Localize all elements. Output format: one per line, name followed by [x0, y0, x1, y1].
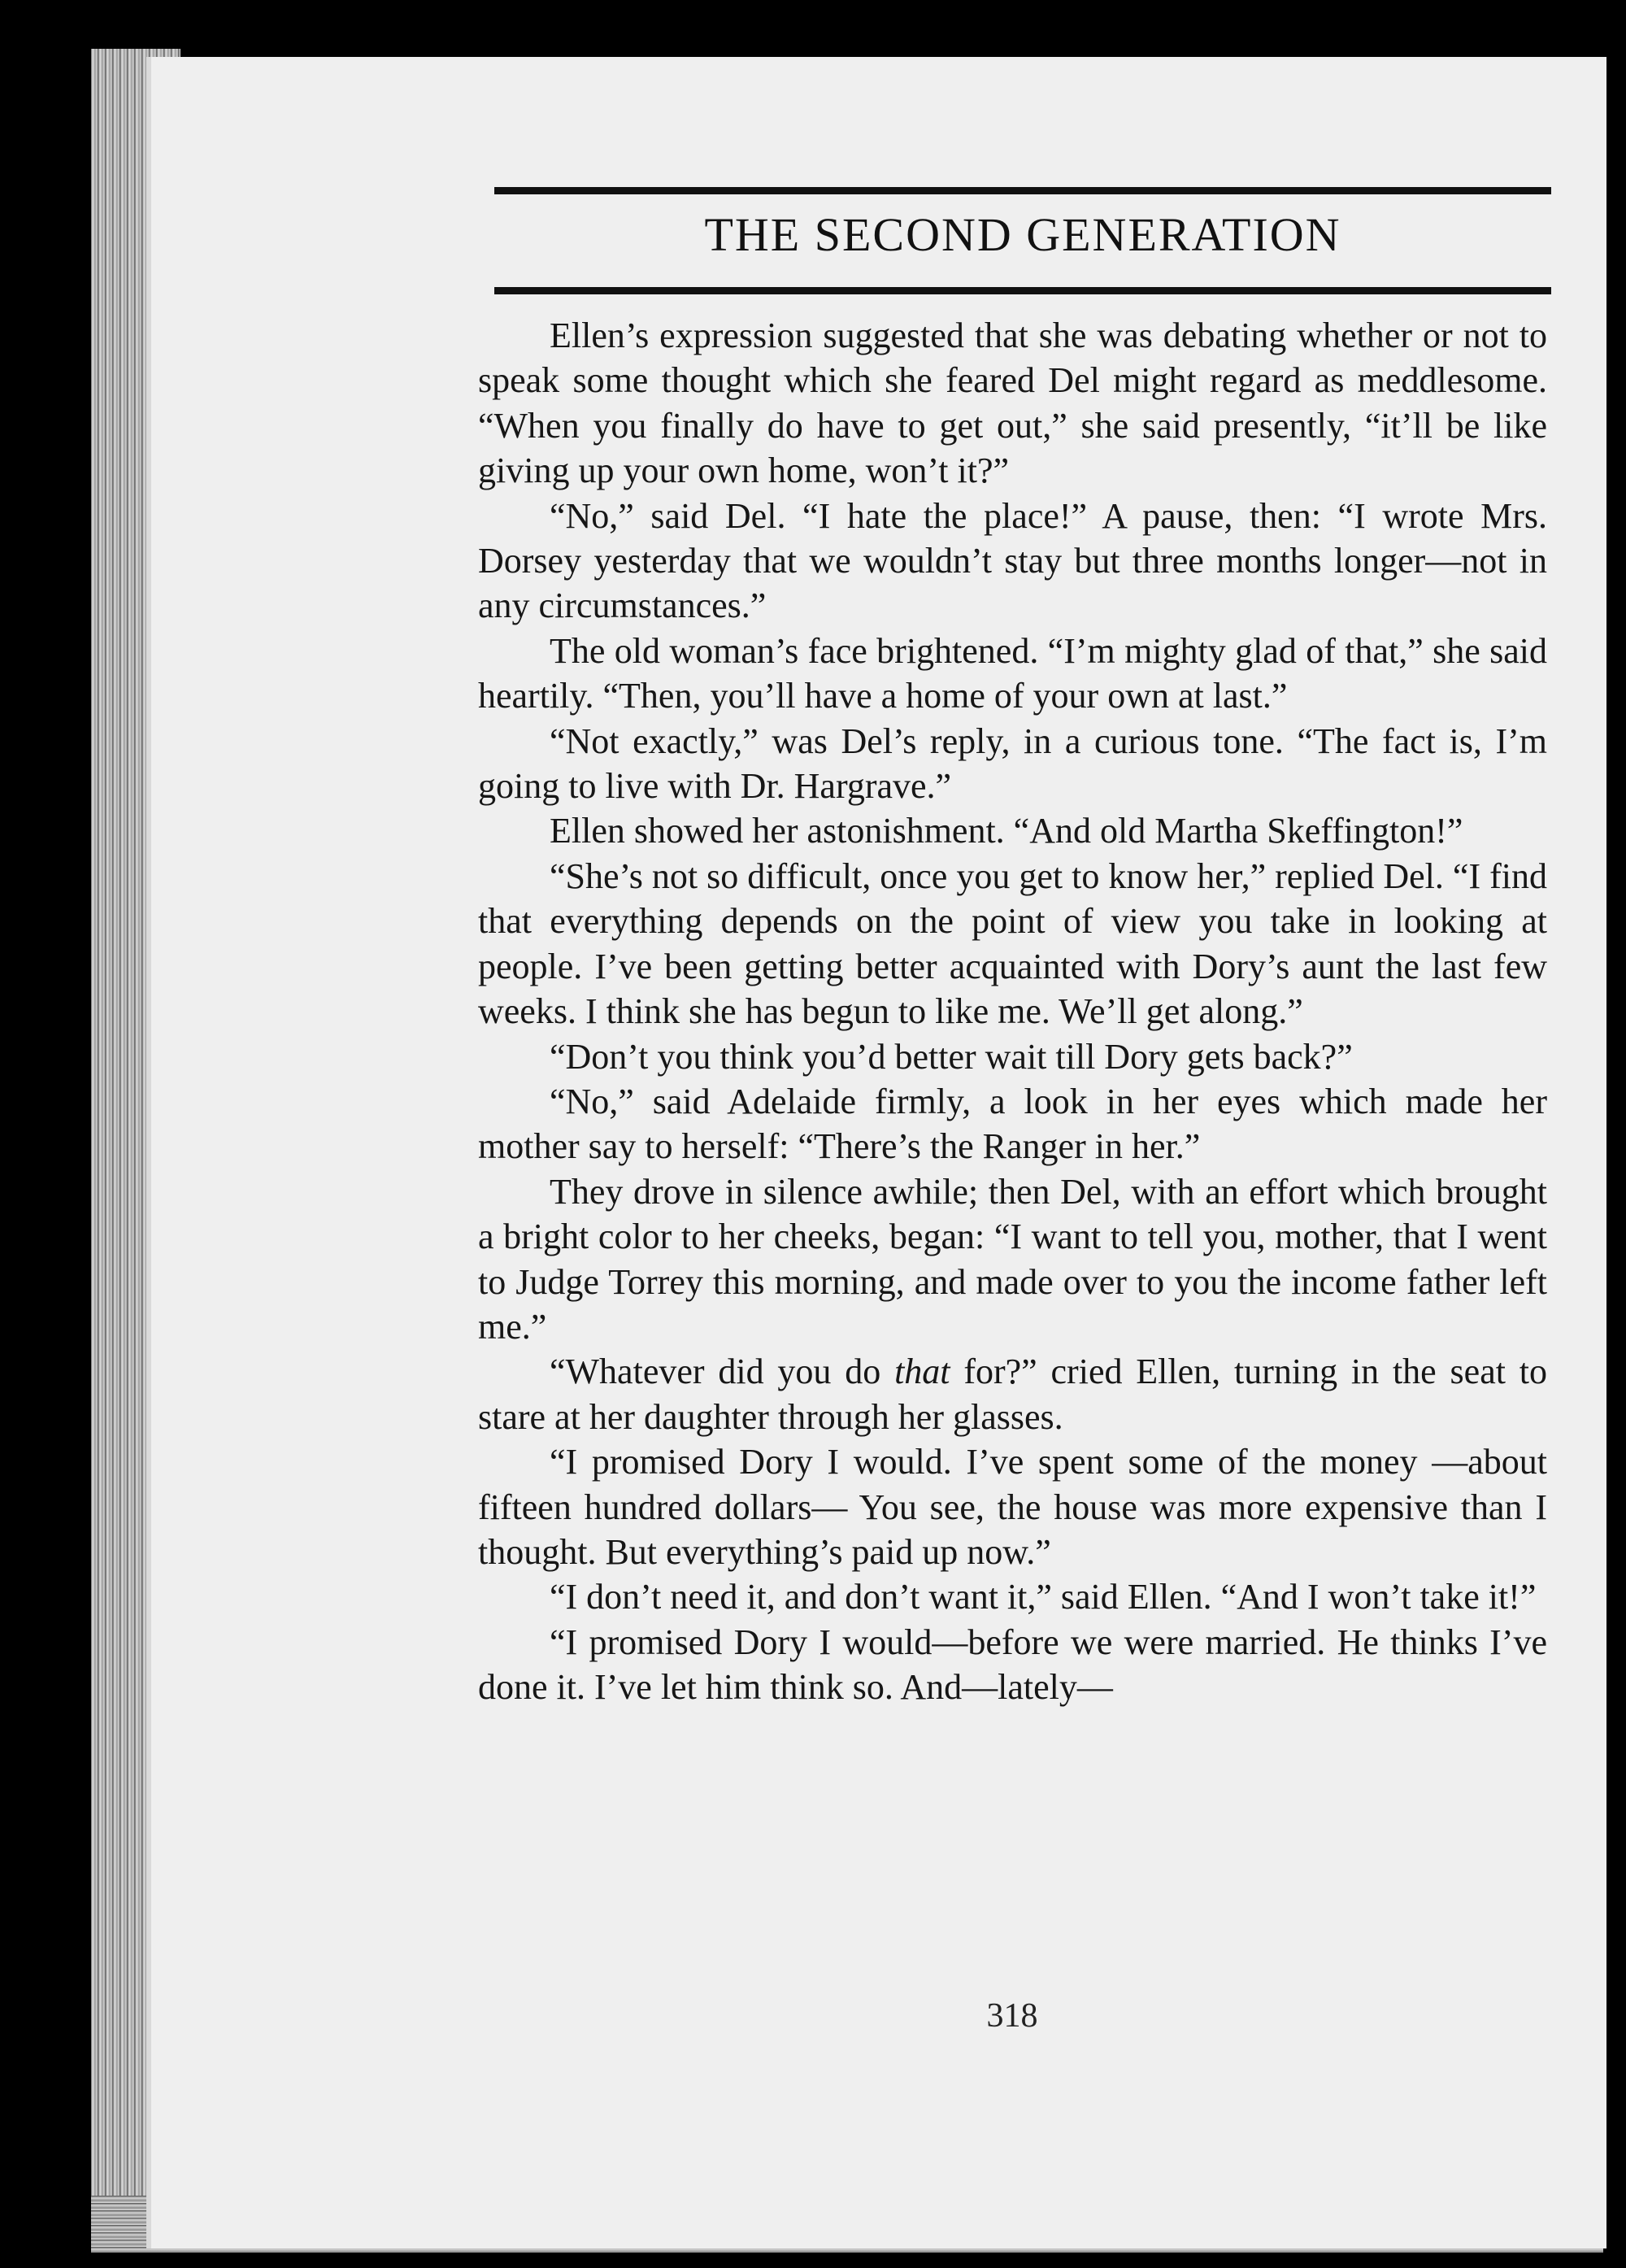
paragraph-text: for?” cried Ellen, turning in the seat to stare at her daughter through her glasses.: [478, 1352, 1547, 1437]
paragraph: [478, 1349, 1547, 1439]
paragraph: [478, 629, 1547, 719]
paragraph-text: “No,” said Del. “I hate the place!” A pause, then: “I wrote Mrs. Dorsey yesterday that we wouldn’t stay but three months longer—not in any circumstances.”: [478, 495, 1547, 626]
paragraph: [478, 1439, 1547, 1574]
italic-emphasis: that: [894, 1352, 950, 1392]
paragraph-text: “Don’t you think you’d better wait till Dory gets back?”: [550, 1036, 1353, 1077]
header-rule-top: [494, 187, 1551, 194]
running-head: THE SECOND GENERATION: [704, 208, 1341, 261]
paragraph: [478, 808, 1547, 853]
paragraph: [478, 313, 1547, 494]
paragraph-text: “Not exactly,” was Del’s reply, in a curious tone. “The fact is, I’m going to live with Dr. Hargrave.”: [478, 720, 1547, 807]
paragraph-text: “Whatever did you do: [550, 1352, 895, 1392]
paragraph-text: “She’s not so difficult, once you get to know her,” replied Del. “I find that everything depends on the point of view you take in looking at people. I’ve been getting better acquainted with Dory’s aunt the last few weeks. I think she has begun to like me. We’ll get along.”: [478, 855, 1547, 1032]
paragraph-text: “I promised Dory I would—before we were married. He thinks I’ve done it. I’ve let him think so. And—lately—: [478, 1622, 1547, 1708]
paragraph-text: Ellen’s expression suggested that she was debating whether or not to speak some thought which she feared Del might regard as meddlesome. “When you finally do have to get out,” she said presently, “it’ll be like giving up your own home, won’t it?”: [478, 316, 1547, 491]
paragraph-text: Ellen showed her astonishment. “And old Martha Skeffington!”: [550, 811, 1463, 851]
paragraph-text: “I promised Dory I would. I’ve spent some of the money —about fifteen hundred dollars— You see, the house was more expensive than I thought. But everything’s paid up now.”: [478, 1442, 1547, 1572]
paragraph: [478, 1079, 1547, 1169]
paragraph: [478, 1620, 1547, 1710]
body-text: [478, 313, 1547, 1710]
paragraph: [478, 1169, 1547, 1350]
paragraph: [478, 719, 1547, 809]
page-number: 318: [986, 1997, 1038, 2035]
paragraph-text: “I don’t need it, and don’t want it,” said Ellen. “And I won’t take it!”: [550, 1577, 1537, 1617]
header-rule-bottom: [494, 287, 1551, 294]
paragraph-text: “No,” said Adelaide firmly, a look in her eyes which made her mother say to herself: “There’s the Ranger in her.”: [478, 1081, 1547, 1167]
paragraph: [478, 1034, 1547, 1079]
paragraph: [478, 854, 1547, 1034]
paragraph-text: The old woman’s face brightened. “I’m mighty glad of that,” she said heartily. “Then, you’ll have a home of your own at last.”: [478, 630, 1547, 716]
paragraph: [478, 494, 1547, 629]
paragraph: [478, 1574, 1547, 1619]
paragraph-text: They drove in silence awhile; then Del, with an effort which brought a bright color to her cheeks, began: “I want to tell you, mother, that I went to Judge Torrey this morning, and made over to you the income father left me.”: [478, 1171, 1547, 1347]
